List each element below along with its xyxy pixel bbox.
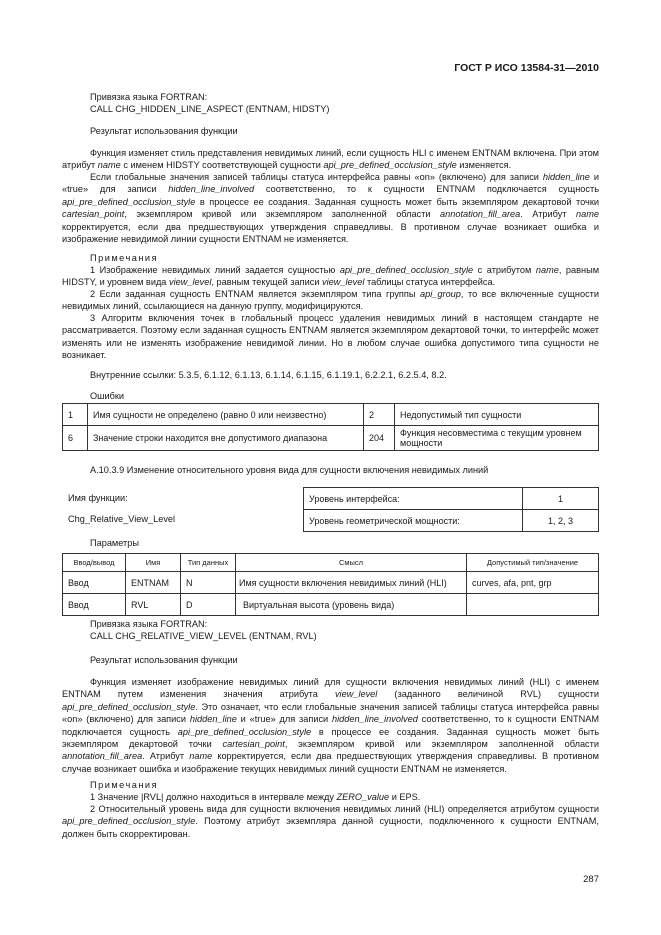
params-label: Параметры	[90, 538, 139, 548]
result-paragraph-2: Если глобальные значения записей таблицы статуса интерфейса равны «on» (включено) для записи hidden_line и «true» для записи hidden_line_involved соответственно, то к сущности ENTNAM подключается сущность api_pre_defined_occlusion_style в процессе ее создания. Заданная сущность может быть экземпляром декартовой точки cartesian_point, экземпляром кривой или экземпляром заполненной области annotation_fill_area. Атрибут name корректируется, если два предшествующих утверждения справедливы. В противном случае возникает ошибка и изображение невидимой линии сущности ENTNAM не изменяется.	[62, 172, 600, 245]
errors-table	[62, 403, 599, 451]
section-heading: А.10.3.9 Изменение относительного уровня вида для сущности включения невидимых линий	[90, 465, 489, 475]
fortran-call-2: CALL CHG_RELATIVE_VIEW_LEVEL (ENTNAM, RVL)	[90, 631, 317, 641]
result-label-2: Результат использования функции	[90, 655, 238, 665]
page-number: 287	[583, 874, 599, 885]
table-row: Уровень интерфейса: 1	[304, 488, 599, 510]
params-table	[62, 553, 599, 616]
note-2: 2 Если заданная сущность ENTNAM является экземпляром типа группы api_group, то все включенные сущности невидимых линий, ссылающиеся на данную группу, модифицируются.	[62, 289, 599, 312]
function-levels-table	[303, 487, 599, 532]
internal-references: Внутренние ссылки: 5.3.5, 6.1.12, 6.1.13, 6.1.14, 6.1.15, 6.1.19.1, 6.2.2.1, 6.2.5.4, 8.2.	[90, 370, 447, 380]
note-2-2: 2 Относительный уровень вида для сущности включения невидимых линий (HLI) определяется атрибутом сущности api_pre_defined_occlusion_style. Поэтому атрибут экземпляра данной сущности, подключенного к сущности ENTNAM, должен быть скорректирован.	[62, 804, 599, 839]
result-paragraph-3: Функция изменяет изображение невидимых линий для сущности включения невидимых линий (HLI) с именем ENTNAM путем изменения значения атрибута view_level (заданного величиной RVL) сущности api_pre_defined_occlusion_style. Это означает, что если глобальные значения записей таблицы статуса интерфейса равны «on» (включено) для записи hidden_line и «true» для записи hidden_line_involved соответственно, то к сущности ENTNAM подключается сущность api_pre_defined_occlusion_style в процессе ее создания. Заданная сущность может быть экземпляром декартовой точки cartesian_point, экземпляром кривой или экземпляром заполненной области annotation_fill_area. Атрибут name корректируется, если два предшествующих утверждения справедливы. В противном случае возникает ошибка и изображение текущих невидимых линий сущности ENTNAM не изменяется.	[62, 677, 599, 774]
function-name: Chg_Relative_View_Level	[68, 514, 176, 524]
standard-header: ГОСТ Р ИСО 13584-31—2010	[454, 62, 599, 74]
table-row: 1 Имя сущности не определено (равно 0 или неизвестно) 2 Недопустимый тип сущности	[63, 404, 599, 426]
table-header-row: Ввод/вывод Имя Тип данных Смысл Допустимый тип/значение	[63, 554, 599, 572]
note-1: 1 Изображение невидимых линий задается сущностью api_pre_defined_occlusion_style с атрибутом name, равным HIDSTY, и уровнем вида view_level, равным текущей записи view_level таблицы статуса интерфейса.	[62, 265, 600, 288]
notes-title: Примечания	[90, 253, 159, 263]
table-row: Уровень геометрической мощности: 1, 2, 3	[304, 510, 599, 532]
fortran-binding-label-2: Привязка языка FORTRAN:	[90, 619, 208, 629]
table-row: Ввод ENTNAM N Имя сущности включения невидимых линий (HLI) curves, afa, pnt, grp	[63, 572, 599, 594]
fortran-binding-label: Привязка языка FORTRAN:	[90, 92, 208, 102]
function-name-label: Имя функции:	[68, 493, 128, 503]
errors-label: Ошибки	[90, 391, 125, 401]
fortran-call: CALL CHG_HIDDEN_LINE_ASPECT (ENTNAM, HIDSTY)	[90, 104, 330, 114]
result-paragraph-1: Функция изменяет стиль представления невидимых линий, если сущность HLI с именем ENTNAM включена. При этом атрибут name с именем HIDSTY соответствующей сущности api_pre_defined_occlusion_style изменяется.	[62, 148, 599, 171]
notes-title-2: Примечания	[90, 780, 159, 790]
note-2-1: 1 Значение |RVL| должно находиться в интервале между ZERO_value и EPS.	[90, 792, 421, 802]
table-row: Ввод RVL D Виртуальная высота (уровень вида)	[63, 594, 599, 616]
table-row: 6 Значение строки находится вне допустимого диапазона 204 Функция несовместима с текущим уровнем мощности	[63, 426, 599, 451]
result-label: Результат использования функции	[90, 126, 238, 136]
note-3: 3 Алгоритм включения точек в глобальный процесс удаления невидимых линий в настоящем стандарте не рассматривается. Поэтому если заданная сущность ENTNAM является экземпляром декартовой точки, то интерфейс может изменять или не изменять изображение невидимой линии. Но в любом случае ошибка допустимого типа сущности не возникает.	[62, 313, 599, 361]
